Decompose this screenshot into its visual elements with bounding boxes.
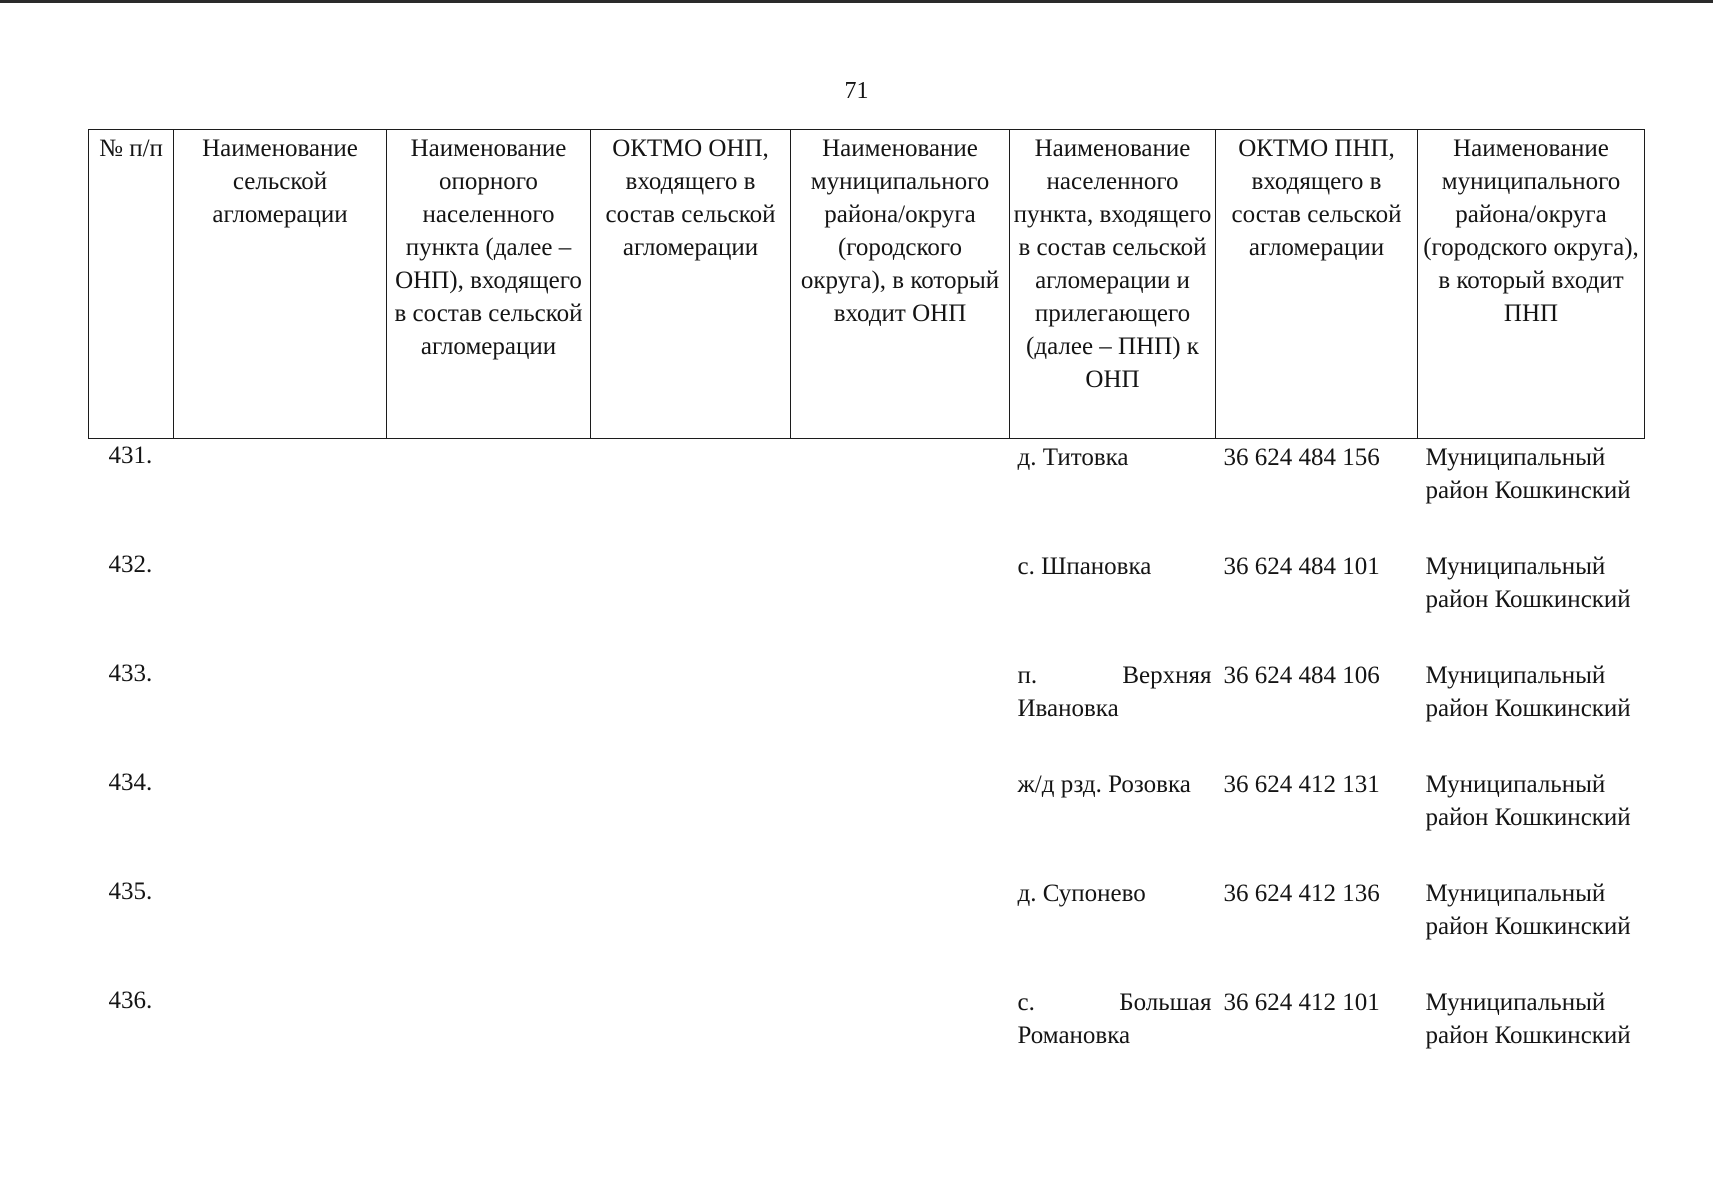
pnp-name-cell: с. Шпановка (1017, 552, 1152, 580)
pnp-oktmo-cell: 36 624 412 131 (1223, 770, 1380, 798)
table-row (89, 657, 1645, 766)
onp-name-cell (387, 766, 591, 875)
header-agglomeration-name: Наименование сельской агломерации (174, 130, 387, 439)
table-row (89, 984, 1645, 1093)
pnp-oktmo-cell: 36 624 484 156 (1223, 444, 1380, 471)
table-row (89, 439, 1645, 548)
table-row (89, 548, 1645, 657)
agglomeration-cell (174, 766, 387, 875)
pnp-region-cell: Муниципальный район Кошкинский (1425, 444, 1631, 504)
onp-oktmo-cell (591, 766, 791, 875)
pnp-name-cell: д. Титовка (1017, 444, 1129, 471)
pnp-oktmo-cell: 36 624 484 106 (1223, 661, 1380, 689)
onp-region-cell (791, 984, 1010, 1093)
pnp-oktmo-cell: 36 624 412 101 (1223, 988, 1380, 1016)
onp-name-cell (387, 984, 591, 1093)
pnp-name-cell: ж/д рзд. Розовка (1017, 770, 1191, 798)
onp-oktmo-cell (591, 548, 791, 657)
page-number: 71 (844, 78, 869, 104)
header-onp-name: Наименование опорного населенного пункта (далее – ОНП), входящего в состав сельской агломерации (387, 130, 591, 439)
onp-name-cell (387, 439, 591, 548)
agglomeration-cell (174, 875, 387, 984)
header-pnp-region: Наименование муниципального района/округа (городского округа), в который входит ПНП (1418, 130, 1645, 439)
row-number: 432. (108, 550, 153, 578)
onp-name-cell (387, 548, 591, 657)
pnp-region-cell: Муниципальный район Кошкинский (1425, 770, 1631, 831)
onp-oktmo-cell (591, 875, 791, 984)
row-number: 431. (108, 442, 153, 469)
onp-name-cell (387, 875, 591, 984)
header-pnp-name: Наименование населенного пункта, входящего в состав сельской агломерации и прилегающего (далее – ПНП) к ОНП (1010, 130, 1216, 439)
header-onp-oktmo: ОКТМО ОНП, входящего в состав сельской агломерации (591, 130, 791, 439)
header-onp-region: Наименование муниципального района/округа (городского округа), в который входит ОНП (791, 130, 1010, 439)
agglomeration-cell (174, 548, 387, 657)
table-header-row (89, 130, 1645, 439)
row-number: 434. (108, 768, 153, 796)
agglomeration-cell (174, 439, 387, 548)
header-num: № п/п (89, 130, 174, 439)
pnp-oktmo-cell: 36 624 484 101 (1223, 552, 1380, 580)
pnp-region-cell: Муниципальный район Кошкинский (1425, 661, 1631, 722)
onp-region-cell (791, 548, 1010, 657)
agglomeration-cell (174, 657, 387, 766)
row-number: 433. (108, 659, 153, 687)
pnp-name-cell: д. Супонево (1017, 879, 1146, 907)
onp-region-cell (791, 766, 1010, 875)
onp-oktmo-cell (591, 439, 791, 548)
agglomeration-cell (174, 984, 387, 1093)
row-number: 435. (108, 877, 153, 905)
row-number: 436. (108, 986, 153, 1014)
table-row (89, 766, 1645, 875)
pnp-name-cell: п. Верхняя Ивановка (1017, 661, 1212, 722)
pnp-oktmo-cell: 36 624 412 136 (1223, 879, 1380, 907)
pnp-region-cell: Муниципальный район Кошкинский (1425, 879, 1631, 940)
onp-oktmo-cell (591, 657, 791, 766)
onp-name-cell (387, 657, 591, 766)
onp-region-cell (791, 439, 1010, 548)
header-pnp-oktmo: ОКТМО ПНП, входящего в состав сельской агломерации (1216, 130, 1418, 439)
onp-oktmo-cell (591, 984, 791, 1093)
table-row (89, 875, 1645, 984)
onp-region-cell (791, 657, 1010, 766)
pnp-name-cell: с. Большая Романовка (1017, 988, 1212, 1049)
pnp-region-cell: Муниципальный район Кошкинский (1425, 552, 1631, 613)
top-border-line (0, 0, 1713, 3)
pnp-region-cell: Муниципальный район Кошкинский (1425, 988, 1631, 1049)
settlements-table (88, 129, 1645, 1093)
onp-region-cell (791, 875, 1010, 984)
